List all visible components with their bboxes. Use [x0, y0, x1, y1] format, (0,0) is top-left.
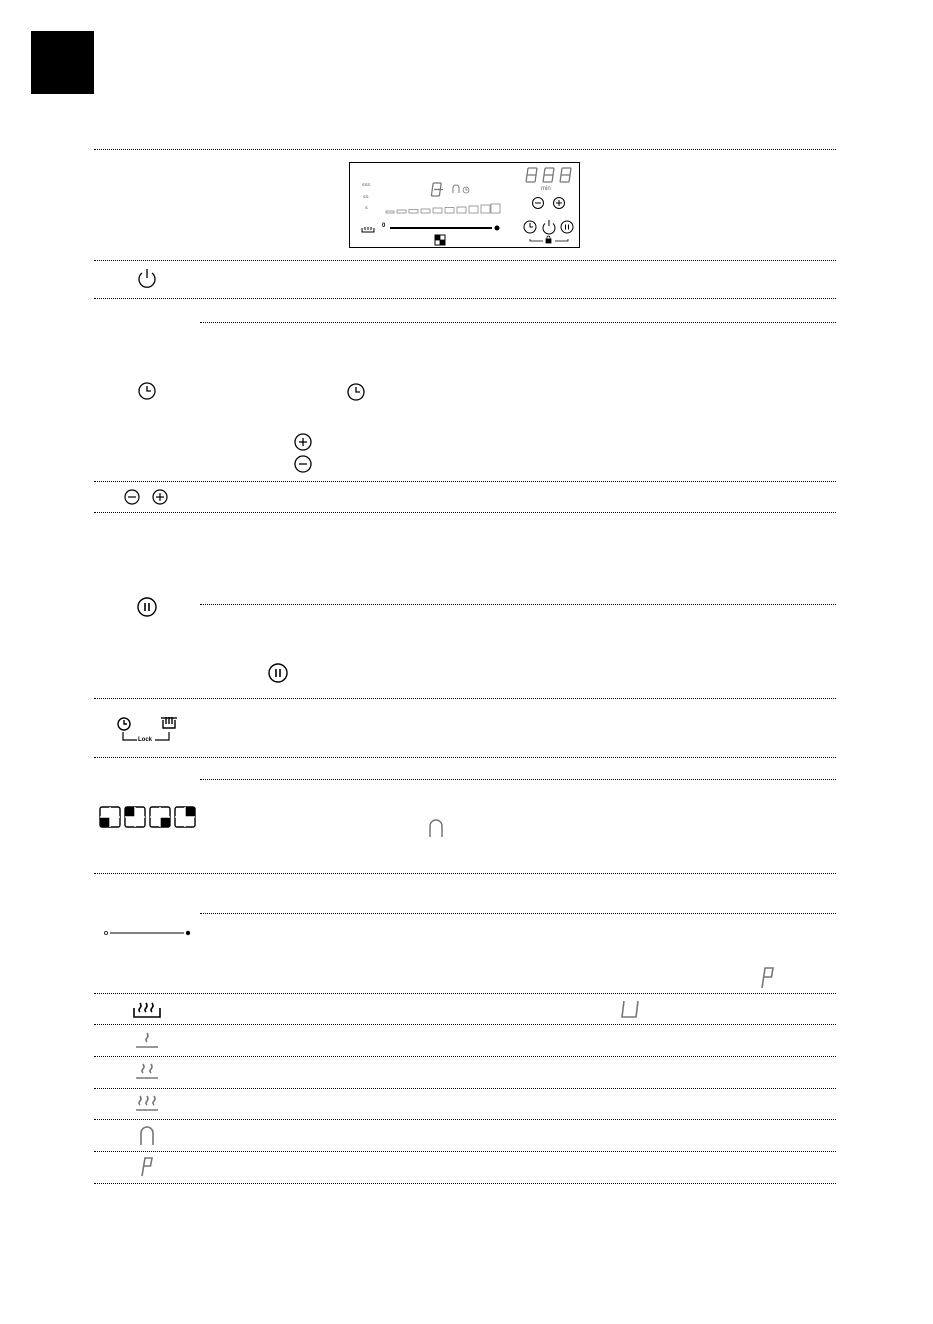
power-icon	[543, 220, 555, 234]
timer-unit-label: min	[541, 186, 551, 192]
warming-level-1-icon	[134, 1029, 160, 1051]
warming-level-2-icon	[134, 1060, 160, 1082]
separator-line	[94, 698, 836, 699]
separator-line	[94, 873, 836, 874]
warming-level-3-icon	[134, 1092, 160, 1114]
power-level-bars	[386, 204, 500, 213]
timer-clock-icon	[137, 381, 157, 401]
power-icon	[137, 268, 157, 290]
separator-line	[94, 512, 836, 513]
bridge-display-icon	[138, 1125, 156, 1147]
pause-icon	[136, 596, 158, 618]
clock-small-icon	[463, 187, 469, 193]
warming-level-3-label: ≤≤≤	[362, 182, 371, 188]
slider-symbol	[102, 927, 194, 939]
zone-digit-display	[431, 183, 443, 196]
plus-icon	[150, 487, 170, 507]
power-boost-display-icon	[139, 1156, 155, 1178]
separator-line	[200, 913, 836, 914]
separator-line	[94, 1056, 836, 1057]
pause-icon	[561, 221, 573, 233]
control-panel-illustration	[349, 162, 580, 248]
plus-icon	[293, 432, 313, 452]
minus-icon	[293, 454, 313, 474]
separator-line	[94, 260, 836, 261]
bridge-small-icon	[453, 185, 459, 193]
bridge-display-icon	[428, 818, 444, 838]
page-tab-marker	[31, 31, 94, 94]
separator-line	[94, 1024, 836, 1025]
timer-digits-display	[526, 168, 571, 182]
power-boost-display-icon	[758, 966, 776, 990]
separator-line	[200, 322, 836, 323]
separator-line	[94, 1088, 836, 1089]
warming-level-1-label: ≤	[365, 205, 368, 211]
separator-line	[94, 149, 836, 150]
separator-line	[94, 481, 836, 482]
warming-function-icon	[131, 998, 163, 1020]
separator-line	[94, 757, 836, 758]
timer-clock-icon	[524, 221, 536, 233]
lock-bracket-icon	[530, 236, 568, 243]
separator-line	[200, 779, 836, 780]
pause-icon	[267, 662, 289, 684]
separator-line	[94, 993, 836, 994]
separator-line	[200, 604, 836, 605]
zone-selector-symbols	[99, 805, 199, 829]
warming-level-2-label: ≤≤	[363, 194, 369, 200]
separator-line	[94, 298, 836, 299]
warming-function-icon	[362, 227, 374, 232]
zone-selector-icon	[435, 235, 445, 245]
minus-icon	[122, 487, 142, 507]
timer-minus-icon	[533, 198, 544, 209]
separator-line	[94, 1119, 836, 1120]
separator-line	[94, 1151, 836, 1152]
slider-zero-label: 0	[382, 223, 386, 229]
warming-display-icon	[619, 999, 641, 1021]
timer-plus-icon	[554, 198, 565, 209]
lock-label: Lock	[138, 737, 153, 743]
separator-line	[94, 1183, 836, 1184]
timer-clock-icon	[346, 382, 366, 402]
